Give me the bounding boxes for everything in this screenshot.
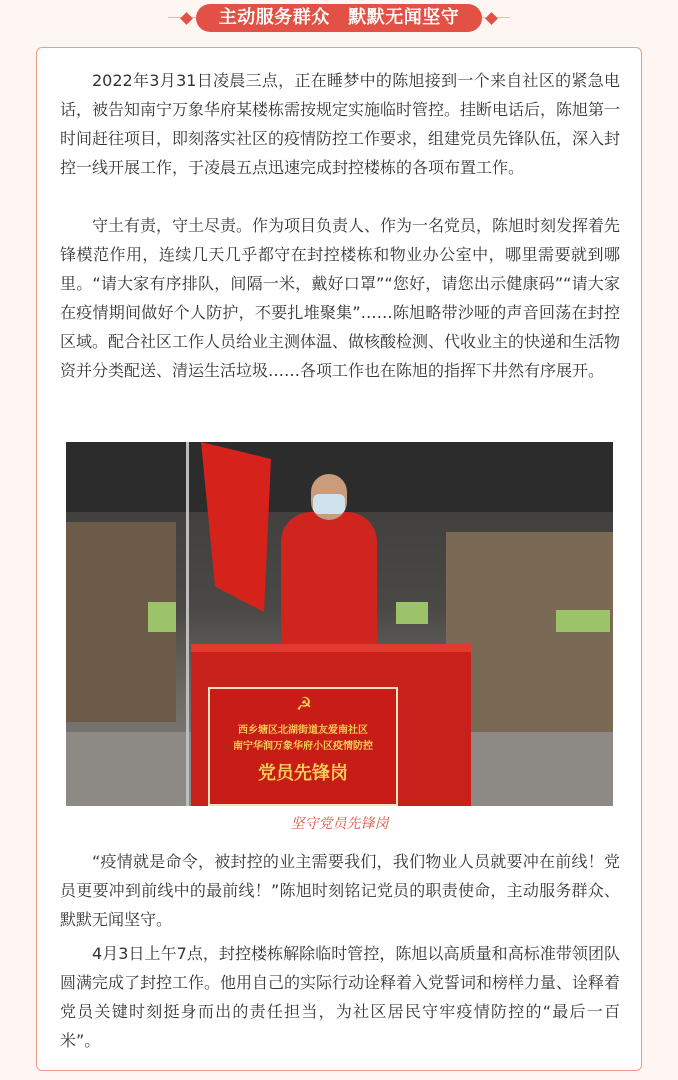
article-paragraph: 守土有责，守土尽责。作为项目负责人、作为一名党员，陈旭时刻发挥着先锋模范作用，连续几天几乎都守在封控楼栋和物业办公室中，哪里需要就到哪里。“请大家有序排队，间隔一米，戴好口罩”“您好，请您出示健康码”“请大家在疫情期间做好个人防护，不要扎堆聚集”……陈旭略带沙哑的声音回荡在封控区域。配合社区工作人员给业主测体温、做核酸检测、代收业主的快递和生活物资并分类配送、清运生活垃圾……各项工作也在陈旭的指挥下井然有序展开。 bbox=[60, 216, 621, 380]
article-paragraph: 4月3日上午7点，封控楼栋解除临时管控，陈旭以高质量和高标准带领团队圆满完成了封控工作。他用自己的实际行动诠释着入党誓词和榜样力量、诠释着党员关键时刻挺身而出的责任担当，为社区居民守牢疫情防控的“最后一百米”。 bbox=[60, 944, 621, 1050]
article-paragraph: 2022年3月31日凌晨三点，正在睡梦中的陈旭接到一个来自社区的紧急电话，被告知南宁万象华府某楼栋需按规定实施临时管控。挂断电话后，陈旭第一时间赶往项目，即刻落实社区的疫情防控工作要求，组建党员先锋队伍，深入封控一线开展工作，于凌晨五点迅速完成封控楼栋的各项布置工作。 bbox=[60, 71, 621, 177]
article-photo bbox=[66, 442, 613, 806]
article-paragraph: “疫情就是命令，被封控的业主需要我们，我们物业人员就要冲在前线！党员更要冲到前线中的最前线！”陈旭时刻铭记党员的职责使命，主动服务群众、默默无闻坚守。 bbox=[60, 852, 620, 929]
section-header bbox=[196, 4, 482, 32]
photo-board bbox=[556, 610, 610, 632]
flag-icon bbox=[201, 442, 271, 612]
photo-board bbox=[396, 602, 428, 624]
diamond-icon bbox=[180, 12, 193, 25]
sign-line-1: 西乡塘区北湖街道友爱南社区 bbox=[238, 725, 368, 736]
section-title: 主动服务群众 默默无闻坚守 bbox=[196, 4, 482, 32]
party-emblem-icon: ☭ bbox=[295, 694, 313, 715]
photo-shelf bbox=[446, 532, 613, 732]
face-mask bbox=[313, 494, 345, 514]
sign-line-3: 党员先锋岗 bbox=[258, 763, 348, 784]
diamond-icon bbox=[485, 12, 498, 25]
sign-line-2: 南宁华润万象华府小区疫情防控 bbox=[233, 741, 373, 752]
photo-caption: 坚守党员先锋岗 bbox=[290, 816, 389, 832]
photo-board bbox=[148, 602, 176, 632]
duty-sign bbox=[208, 687, 398, 806]
flagpole bbox=[186, 442, 189, 806]
